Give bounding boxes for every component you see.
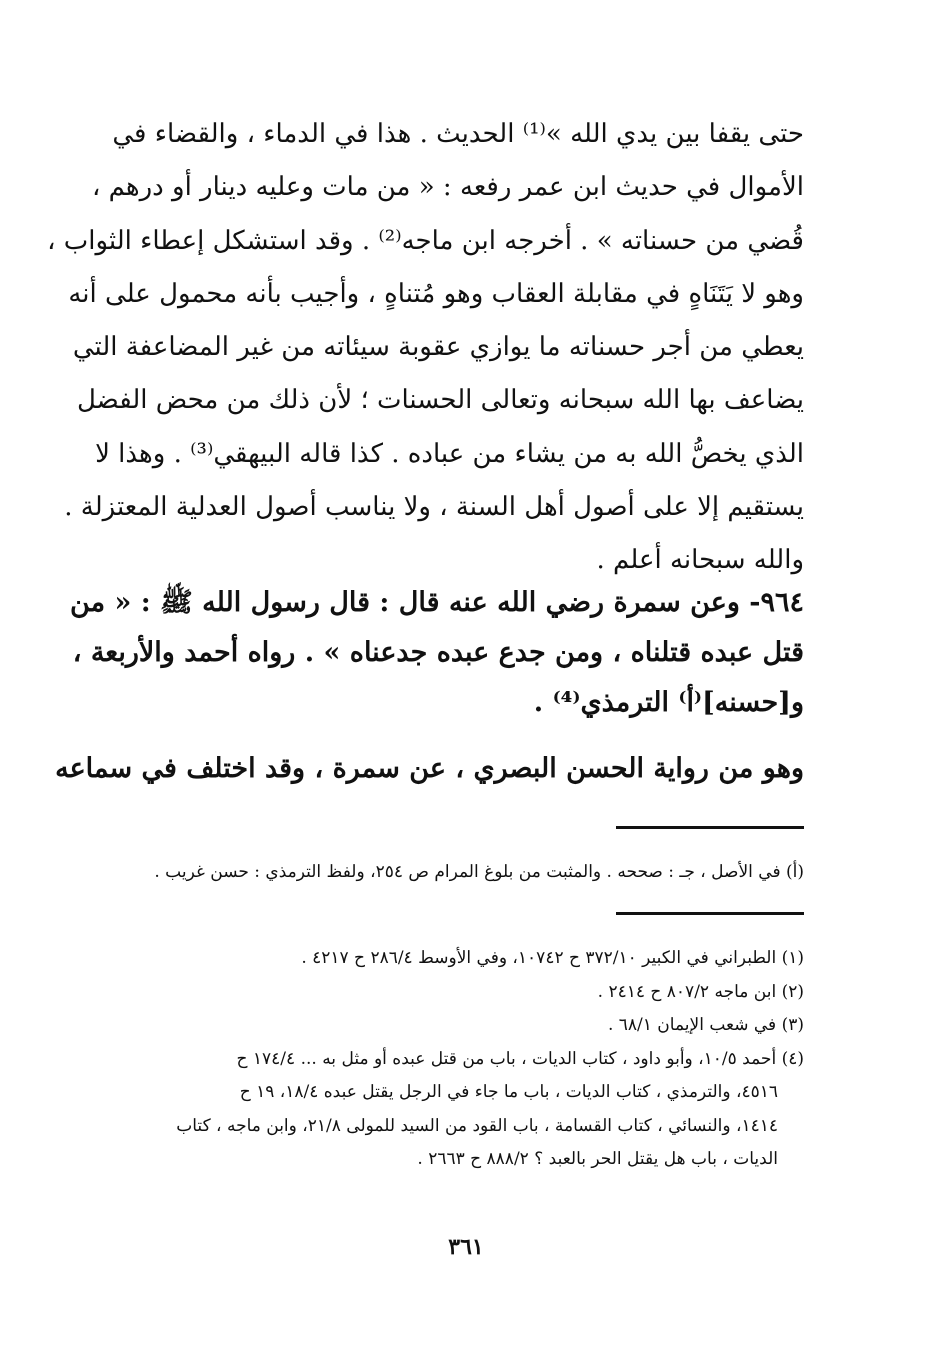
hadith-964 <box>70 578 804 728</box>
footnote-1: (١) الطبراني في الكبير ٣٧٢/١٠ ح ١٠٧٤٢، وفي الأوسط ٢٨٦/٤ ح ٤٢١٧ . <box>301 948 804 968</box>
footnotes <box>128 942 804 1177</box>
footnote-3: (٣) في شعب الإيمان ٦٨/١ . <box>607 1015 804 1035</box>
footnote-2: (٢) ابن ماجه ٨٠٧/٢ ح ٢٤١٤ . <box>597 981 804 1002</box>
main-text-line: يضاعف بها الله سبحانه وتعالى الحسنات ؛ لأن ذلك من محض الفضل <box>76 385 804 416</box>
main-text-line: والله سبحانه أعلم . <box>596 545 804 576</box>
main-text-line: حتى يقفا بين يدي الله »⁽¹⁾ الحديث . هذا في الدماء ، والقضاء في <box>112 119 804 149</box>
page-number: ٣٦١ <box>448 1234 484 1260</box>
footnote-4: (٤) أحمد ١٠/٥، وأبو داود ، كتاب الديات ، باب من قتل عبده أو مثل به ... ١٧٤/٤ ح <box>236 1048 804 1069</box>
hadith-line: و[حسنه]⁽أ⁾ الترمذي⁽⁴⁾ . <box>533 687 804 718</box>
footnote-4-continuation: الديات ، باب هل يقتل الحر بالعبد ؟ ٨٨٨/٢ ح ٢٦٦٣ . <box>417 1149 778 1169</box>
textual-note-alpha: (أ) في الأصل ، جـ : صححه . والمثبت من بلوغ المرام ص ٢٥٤، ولفظ الترمذي : حسن غريب . <box>154 862 804 882</box>
hadith-line: قتل عبده قتلناه ، ومن جدع عبده جدعناه » . رواه أحمد والأربعة ، <box>72 637 804 668</box>
main-text-block <box>47 108 804 588</box>
main-text-line: وهو لا يَتَنَاهٍ في مقابلة العقاب وهو مُتناهٍ ، وأجيب بأنه محمول على أنه <box>68 278 804 309</box>
main-text-line: يعطي من أجر حسناته ما يوازي عقوبة سيئاته من غير المضاعفة التي <box>72 332 804 363</box>
footnote-4-continuation: ٤٥١٦، والترمذي ، كتاب الديات ، باب ما جاء في الرجل يقتل عبده ١٨/٤، ١٩ ح <box>239 1082 778 1102</box>
hadith-comment-line: وهو من رواية الحسن البصري ، عن سمرة ، وقد اختلف في سماعه <box>55 753 804 784</box>
footnote-separator-alpha <box>616 826 804 829</box>
footnote-separator-numeric <box>616 912 804 915</box>
hadith-line: ٩٦٤- وعن سمرة رضي الله عنه قال : قال رسول الله ﷺ : « من <box>70 587 804 618</box>
hadith-comment <box>55 744 804 794</box>
main-text-line: قُضي من حسناته » . أخرجه ابن ماجه⁽²⁾ . وقد استشكل إعطاء الثواب ، <box>47 225 804 256</box>
main-text-line: يستقيم إلا على أصول أهل السنة ، ولا يناسب أصول العدلية المعتزلة . <box>64 492 804 523</box>
main-text-line: الذي يخصُّ الله به من يشاء من عباده . كذا قاله البيهقي⁽³⁾ . وهذا لا <box>95 438 804 469</box>
footnote-4-continuation: ١٤١٤، والنسائي ، كتاب القسامة ، باب القود من السيد للمولى ٢١/٨، وابن ماجه ، كتاب <box>176 1115 778 1136</box>
main-text-line: الأموال في حديث ابن عمر رفعه : « من مات وعليه دينار أو درهم ، <box>91 172 804 203</box>
